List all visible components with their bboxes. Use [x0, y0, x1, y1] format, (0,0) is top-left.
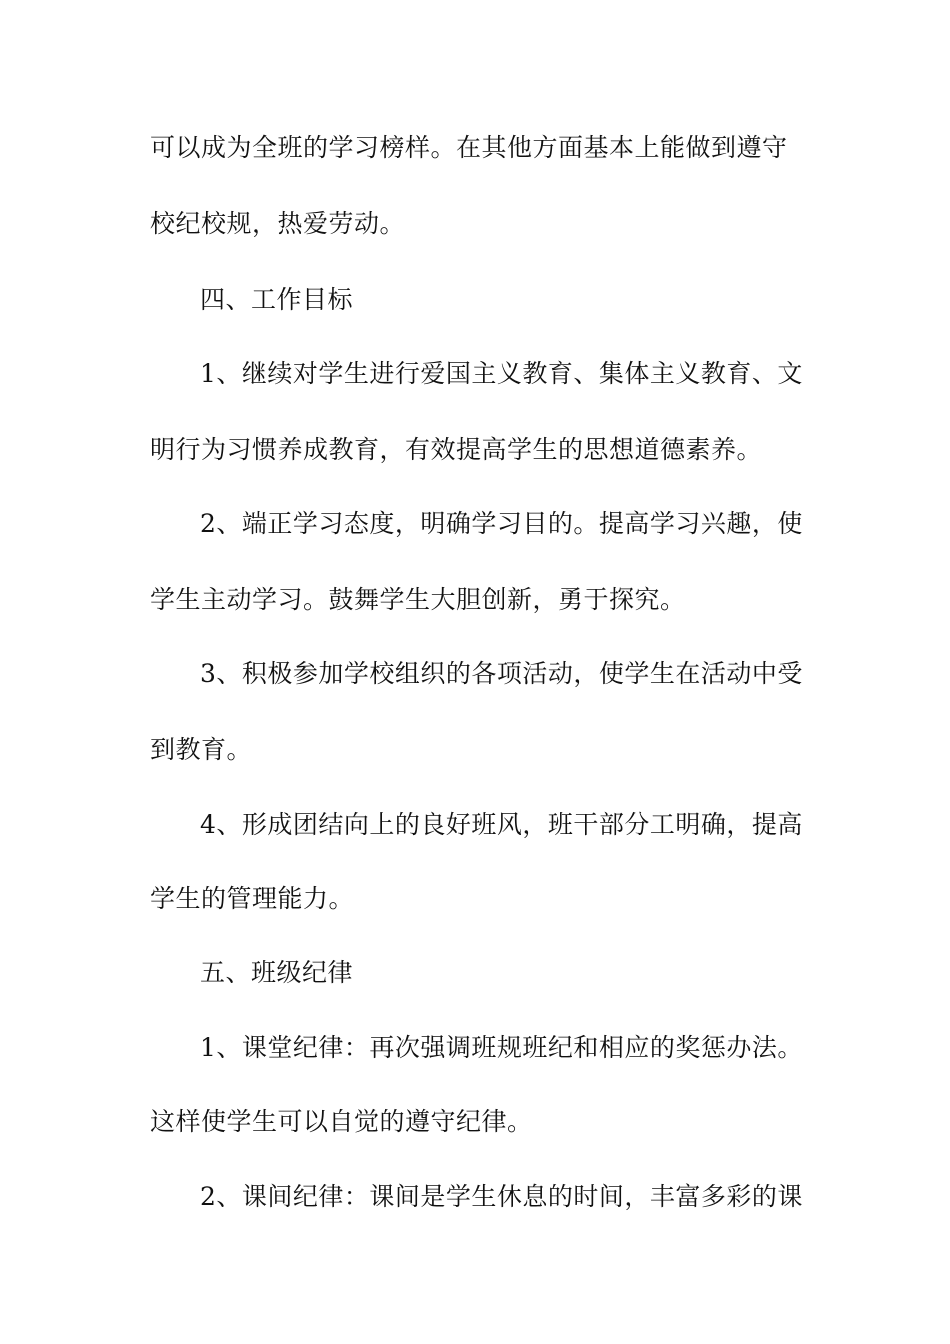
section-heading: 四、工作目标 — [200, 285, 354, 314]
paragraph-line: 2、端正学习态度，明确学习目的。提高学习兴趣，使 — [200, 509, 803, 538]
paragraph-line: 1、课堂纪律：再次强调班规班纪和相应的奖惩办法。 — [200, 1033, 803, 1062]
paragraph-line: 这样使学生可以自觉的遵守纪律。 — [150, 1107, 533, 1136]
paragraph-line: 1、继续对学生进行爱国主义教育、集体主义教育、文 — [200, 359, 803, 388]
paragraph-line: 到教育。 — [150, 735, 253, 764]
paragraph-line: 学生主动学习。鼓舞学生大胆创新，勇于探究。 — [150, 585, 686, 614]
paragraph-line: 4、形成团结向上的良好班风，班干部分工明确，提高 — [200, 810, 803, 839]
paragraph-line: 可以成为全班的学习榜样。在其他方面基本上能做到遵守 — [150, 133, 788, 162]
paragraph-line: 3、积极参加学校组织的各项活动，使学生在活动中受 — [200, 659, 803, 688]
paragraph-line: 明行为习惯养成教育，有效提高学生的思想道德素养。 — [150, 435, 763, 464]
section-heading: 五、班级纪律 — [200, 958, 354, 987]
paragraph-line: 2、课间纪律：课间是学生休息的时间，丰富多彩的课 — [200, 1182, 803, 1211]
paragraph-line: 学生的管理能力。 — [150, 884, 355, 913]
paragraph-line: 校纪校规，热爱劳动。 — [150, 209, 406, 238]
